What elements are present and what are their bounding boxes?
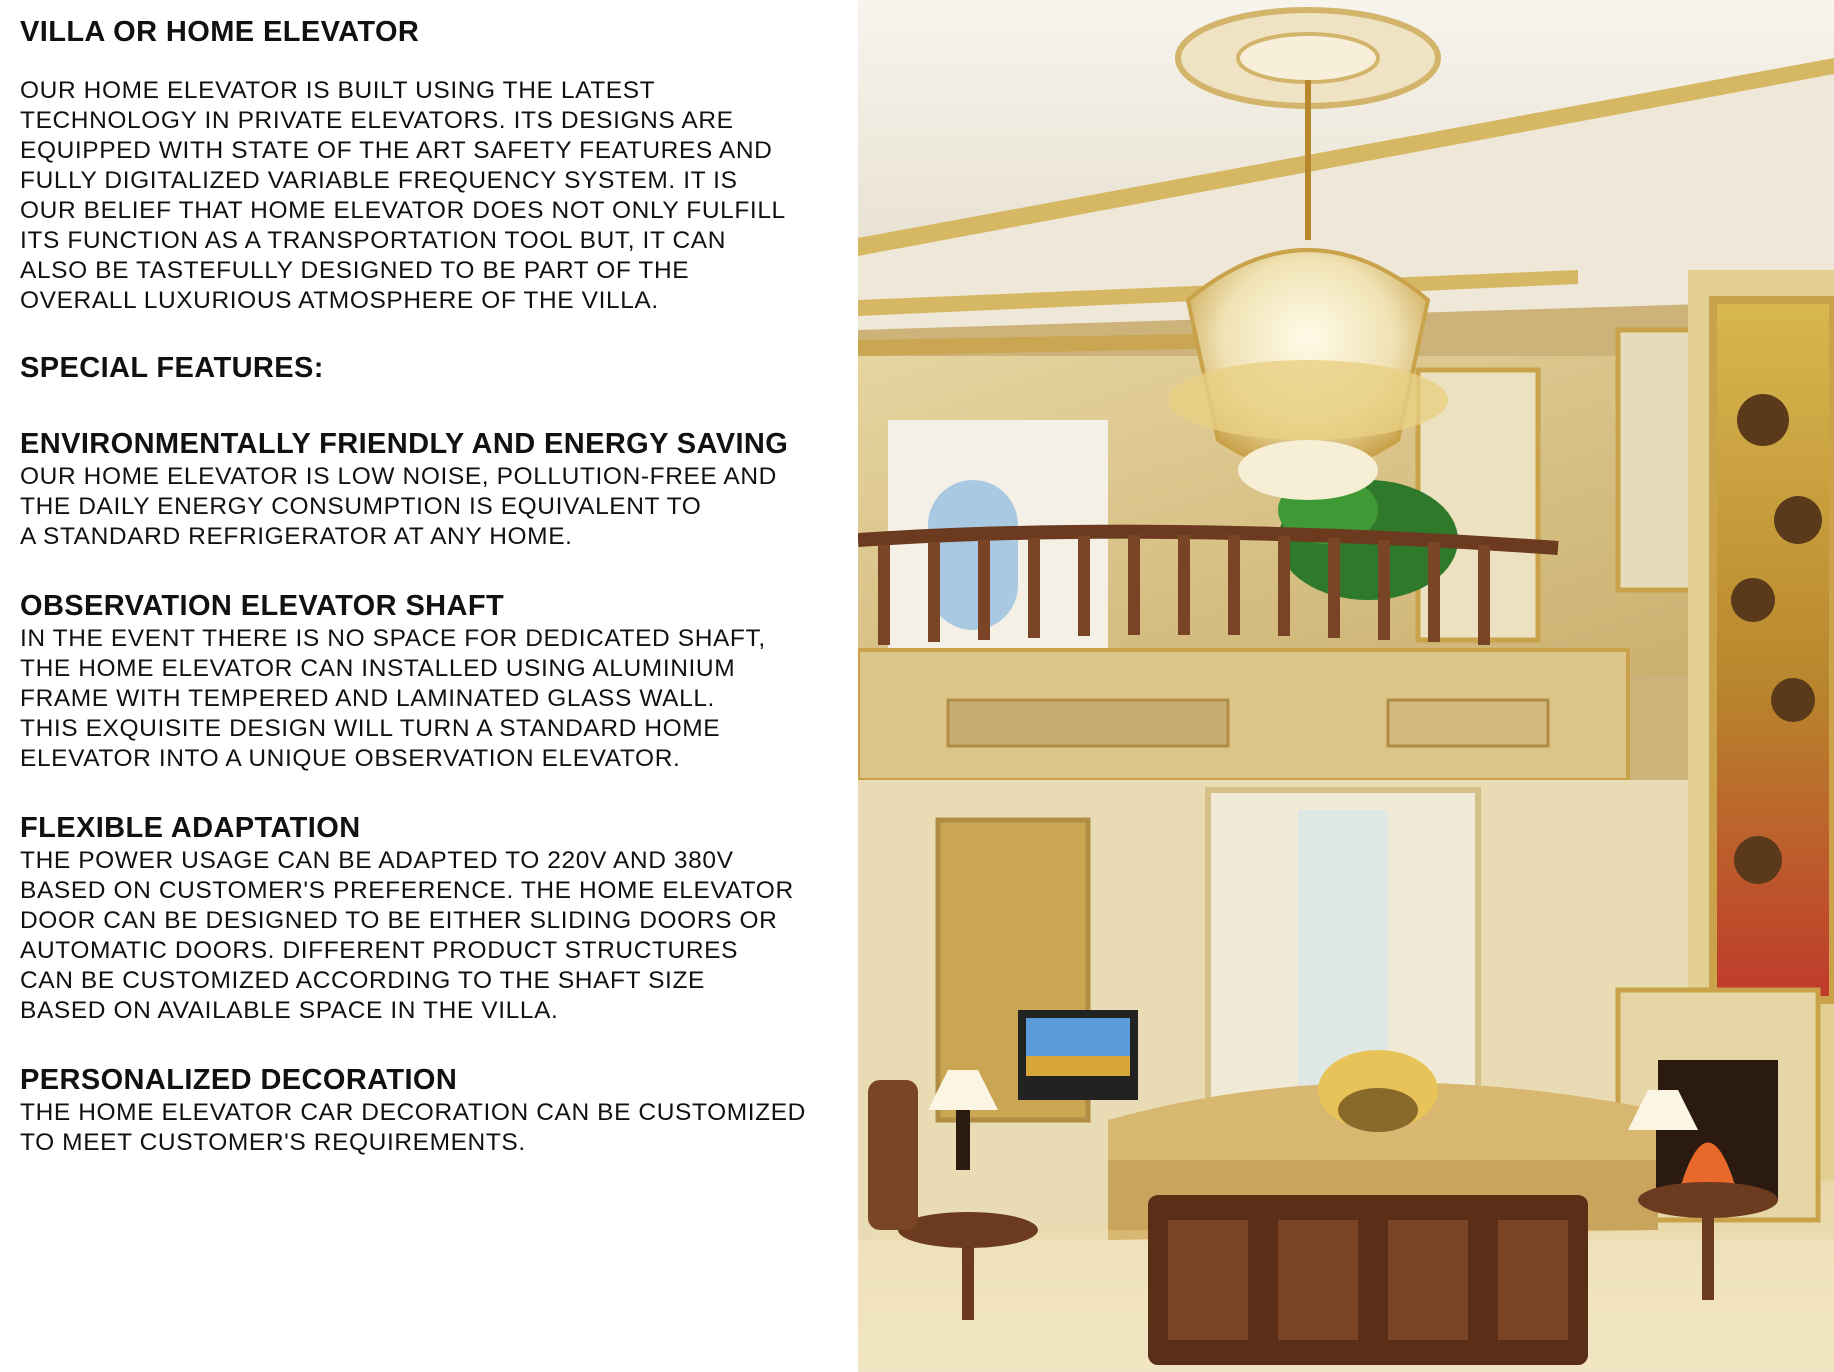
villa-interior-icon — [858, 0, 1834, 1372]
feature-heading: OBSERVATION ELEVATOR SHAFT — [20, 590, 505, 622]
feature-body: OUR HOME ELEVATOR IS LOW NOISE, POLLUTION-FREE AND THE DAILY ENERGY CONSUMPTION IS EQUIVALENT TO A STANDARD REFRIGERATOR AT ANY HOME. — [20, 463, 777, 550]
feature-personalized-decoration — [20, 1062, 860, 1158]
villa-interior-photo — [858, 0, 1834, 1372]
feature-energy-saving — [20, 426, 860, 552]
feature-heading: FLEXIBLE ADAPTATION — [20, 812, 361, 844]
feature-body: THE POWER USAGE CAN BE ADAPTED TO 220V AND 380V BASED ON CUSTOMER'S PREFERENCE. THE HOME ELEVATOR DOOR CAN BE DESIGNED TO BE EITHER SLIDING DOORS OR AUTOMATIC DOORS. DIFFERENT PRODUCT STRUCTURES CAN BE CUSTOMIZED ACCORDING TO THE SHAFT SIZE BASED ON AVAILABLE SPACE IN THE VILLA. — [20, 847, 794, 1024]
special-features-heading: SPECIAL FEATURES: — [20, 352, 324, 384]
feature-body: THE HOME ELEVATOR CAR DECORATION CAN BE CUSTOMIZED TO MEET CUSTOMER'S REQUIREMENTS. — [20, 1099, 806, 1156]
feature-body: IN THE EVENT THERE IS NO SPACE FOR DEDICATED SHAFT, THE HOME ELEVATOR CAN INSTALLED USING ALUMINIUM FRAME WITH TEMPERED AND LAMINATED GLASS WALL. THIS EXQUISITE DESIGN WILL TURN A STANDARD HOME ELEVATOR INTO A UNIQUE OBSERVATION ELEVATOR. — [20, 625, 766, 772]
feature-heading: ENVIRONMENTALLY FRIENDLY AND ENERGY SAVING — [20, 428, 789, 460]
text-column — [20, 14, 860, 1158]
feature-heading: PERSONALIZED DECORATION — [20, 1064, 458, 1096]
page-title: VILLA OR HOME ELEVATOR — [20, 16, 420, 48]
feature-flexible-adaptation — [20, 810, 860, 1026]
feature-observation-shaft — [20, 588, 860, 774]
intro-paragraph: OUR HOME ELEVATOR IS BUILT USING THE LATEST TECHNOLOGY IN PRIVATE ELEVATORS. ITS DESIGNS ARE EQUIPPED WITH STATE OF THE ART SAFETY FEATURES AND FULLY DIGITALIZED VARIABLE FREQUENCY SYSTEM. IT IS OUR BELIEF THAT HOME ELEVATOR DOES NOT ONLY FULFILL ITS FUNCTION AS A TRANSPORTATION TOOL BUT, IT CAN ALSO BE TASTEFULLY DESIGNED TO BE PART OF THE OVERALL LUXURIOUS ATMOSPHERE OF THE VILLA. — [20, 77, 786, 314]
